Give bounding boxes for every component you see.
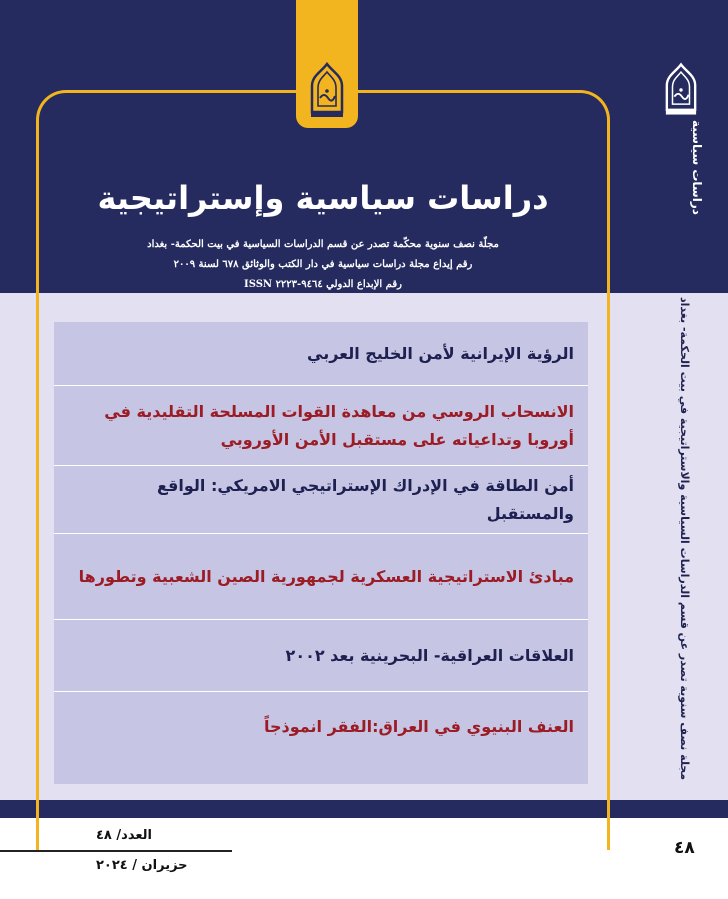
toc-item-title: العنف البنيوي في العراق:الفقر انموذجاً — [264, 717, 574, 736]
toc-item-title: الرؤية الإيرانية لأمن الخليج العربي — [307, 343, 574, 363]
spine-title: دراسات سياسية — [690, 120, 704, 215]
journal-info-line: رقم إيداع مجلة دراسات سياسية في دار الكتب والوثائق ٦٧٨ لسنة ٢٠٠٩ — [173, 259, 473, 270]
toc-item — [54, 692, 588, 762]
footer-divider — [0, 850, 232, 852]
issue-number: العدد/ ٤٨ — [96, 828, 153, 843]
toc-item — [54, 322, 588, 386]
toc-item — [54, 534, 588, 620]
journal-info-line: مجلّة نصف سنوية محكّمة تصدر عن قسم الدراسات السياسية في بيت الحكمة- بغداد — [147, 239, 499, 250]
toc-item — [54, 620, 588, 692]
toc-item-title: الانسحاب الروسي من معاهدة القوات المسلحة التقليدية في أوروبا وتداعياته على مستقبل الأمن الأوروبي — [104, 401, 574, 449]
page-number: ٤٨ — [674, 838, 695, 858]
table-of-contents — [54, 322, 588, 784]
toc-item-title: العلاقات العراقية- البحرينية بعد ٢٠٠٢ — [285, 645, 574, 665]
journal-title: دراسات سياسية وإستراتيجية — [97, 179, 549, 217]
bayt-al-hikma-spine-logo-icon — [664, 62, 698, 118]
issue-date: حزيران / ٢٠٢٤ — [96, 858, 188, 873]
toc-item — [54, 386, 588, 466]
logo-ribbon — [296, 0, 358, 128]
toc-item-title: مبادئ الاستراتيجية العسكرية لجمهورية الصين الشعبية وتطورها — [78, 566, 574, 586]
journal-info-line: رقم الإبداع الدولي ٩٤٦٤-٢٢٢٣ ISSN — [244, 279, 402, 290]
toc-item — [54, 466, 588, 534]
bayt-al-hikma-logo-icon — [309, 62, 345, 120]
toc-item-title: أمن الطاقة في الإدراك الإستراتيجي الامريكي: الواقع والمستقبل — [156, 475, 574, 523]
spine-subtitle: مجلة نصف سنوية تصدر عن قسم الدراسات السياسية والاستراتيجية في بيت الحكمة- بغداد — [678, 296, 691, 780]
